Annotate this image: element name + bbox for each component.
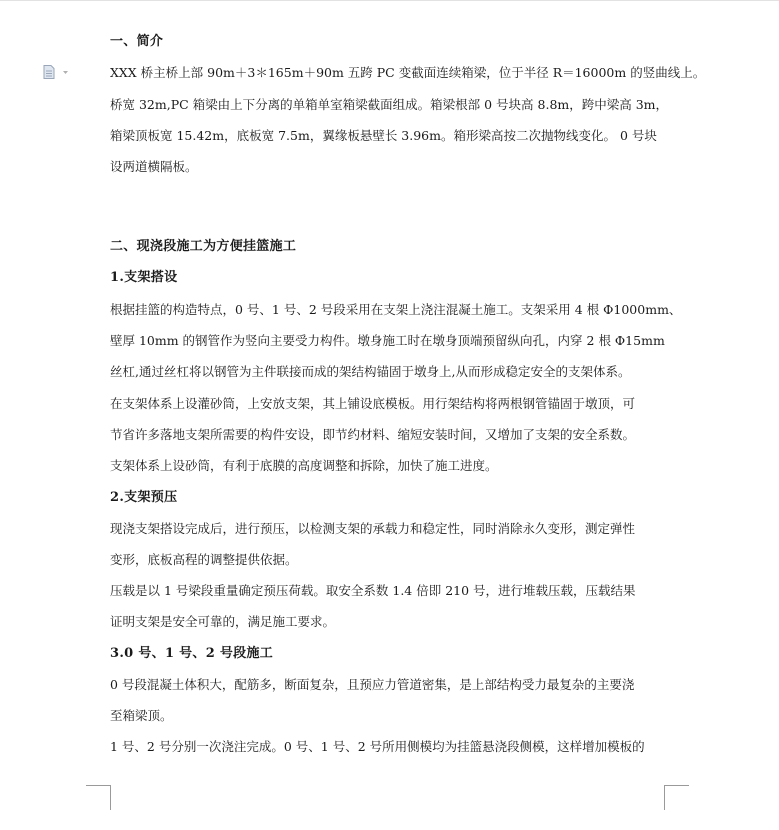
subsection-heading: 2.支架预压 bbox=[110, 490, 178, 505]
page-margin-corner-left bbox=[86, 785, 111, 810]
paragraph-line: 在支架体系上设灌砂筒，上安放支架，其上铺设底模板。用行架结构将两根钢管锚固于墩顶，可 bbox=[110, 396, 636, 411]
page-margin-corner-right bbox=[664, 785, 689, 810]
paragraph-line: 箱梁顶板宽 15.42m，底板宽 7.5m，翼缘板悬壁长 3.96m。箱形梁高按二次抛物线变化。 0 号块 bbox=[110, 128, 657, 143]
document-menu-button[interactable] bbox=[43, 64, 69, 78]
paragraph-line: 变形，底板高程的调整提供依据。 bbox=[110, 552, 298, 567]
subsection-heading: 1.支架搭设 bbox=[110, 270, 178, 285]
paragraph-line: 证明支架是安全可靠的，满足施工要求。 bbox=[110, 614, 336, 629]
paragraph-line: 0 号段混凝土体积大，配筋多，断面复杂，且预应力管道密集，是上部结构受力最复杂的主要浇 bbox=[110, 677, 635, 692]
paragraph-line: 根据挂篮的构造特点，0 号、1 号、2 号段采用在支架上浇注混凝土施工。支架采用 4 根 Φ1000mm、 bbox=[110, 302, 682, 317]
paragraph-line: XXX 桥主桥上部 90m＋3＊165m＋90m 五跨 PC 变截面连续箱梁，位于半径 R＝16000m 的竖曲线上。 bbox=[110, 65, 706, 80]
paragraph-line: 支架体系上设砂筒，有利于底膜的高度调整和拆除，加快了施工进度。 bbox=[110, 458, 498, 473]
paragraph-line: 现浇支架搭设完成后，进行预压，以检测支架的承载力和稳定性，同时消除永久变形，测定弹性 bbox=[110, 521, 636, 536]
paragraph-line: 节省许多落地支架所需要的构件安设，即节约材料、缩短安装时间，又增加了支架的安全系数。 bbox=[110, 427, 636, 442]
paragraph-line: 至箱梁顶。 bbox=[110, 708, 173, 723]
subsection-heading: 3.0 号、1 号、2 号段施工 bbox=[110, 646, 274, 661]
paragraph-line: 压载是以 1 号梁段重量确定预压荷载。取安全系数 1.4 倍即 210 号，进行堆载压载，压载结果 bbox=[110, 583, 636, 598]
paragraph-line: 桥宽 32m,PC 箱梁由上下分离的单箱单室箱梁截面组成。箱梁根部 0 号块高 8.8m，跨中梁高 3m， bbox=[110, 97, 669, 112]
caret-down-icon bbox=[63, 71, 68, 74]
paragraph-line: 1 号、2 号分别一次浇注完成。0 号、1 号、2 号所用侧模均为挂篮悬浇段侧模，这样增加模板的 bbox=[110, 739, 645, 754]
section-2-heading: 二、现浇段施工为方便挂篮施工 bbox=[110, 239, 297, 254]
paragraph-line: 壁厚 10mm 的钢管作为竖向主要受力构件。墩身施工时在墩身顶端预留纵向孔，内穿 2 根 Φ15mm bbox=[110, 333, 665, 348]
paragraph-line: 设两道横隔板。 bbox=[110, 159, 198, 174]
page-top-border bbox=[0, 0, 779, 1]
document-icon bbox=[44, 66, 54, 79]
section-1-heading: 一、简介 bbox=[110, 34, 164, 49]
paragraph-line: 丝杠,通过丝杠将以钢管为主件联接而成的架结构锚固于墩身上,从而形成稳定安全的支架体系。 bbox=[110, 364, 631, 379]
